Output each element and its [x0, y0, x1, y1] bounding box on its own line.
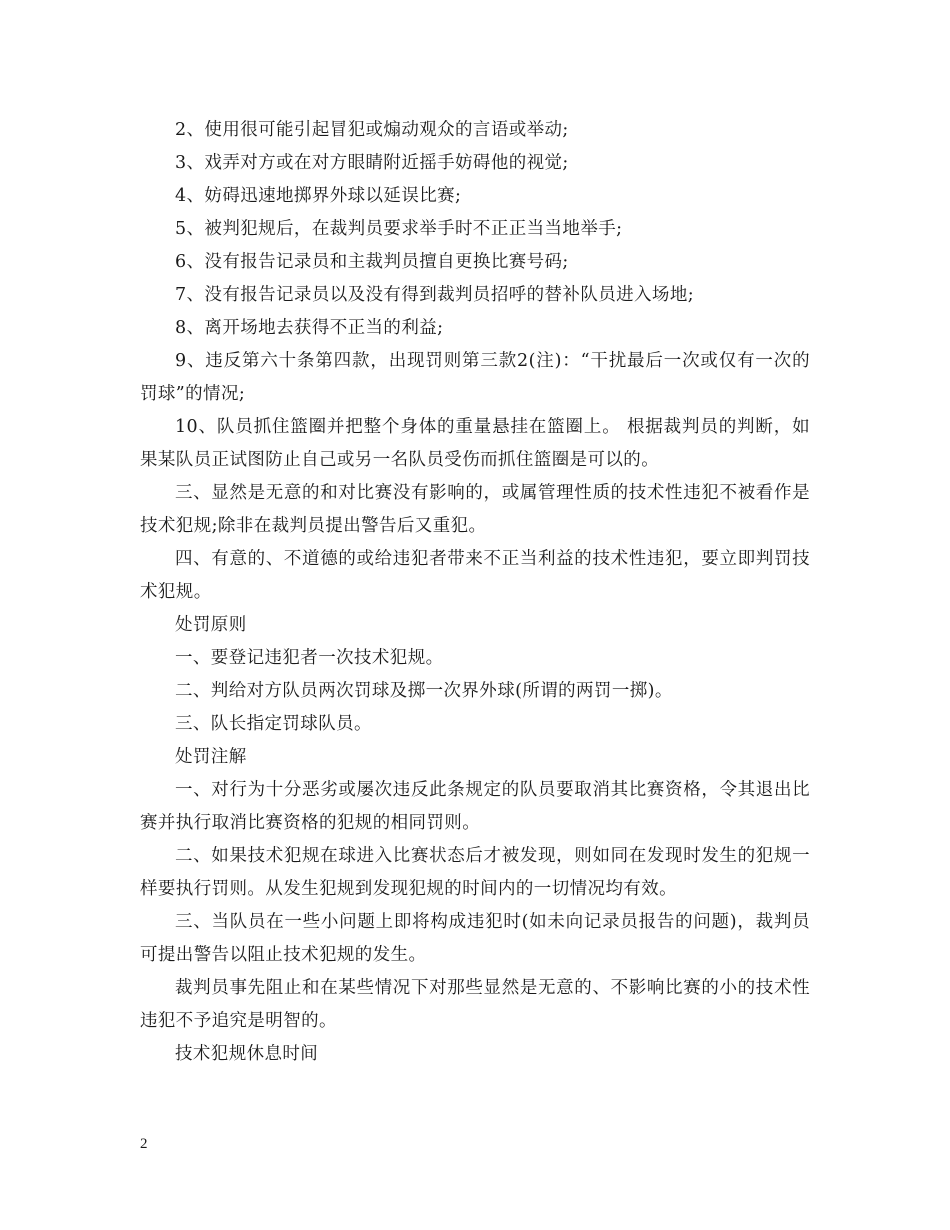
paragraph: 四、有意的、不道德的或给违犯者带来不正当利益的技术性违犯，要立即判罚技术犯规。: [140, 549, 810, 602]
section-heading: 处罚原则: [175, 615, 247, 635]
paragraph: 一、要登记违犯者一次技术犯规。: [175, 648, 444, 668]
paragraph: 三、队长指定罚球队员。: [175, 714, 372, 734]
section-heading: 技术犯规休息时间: [175, 1044, 319, 1064]
paragraph: 二、如果技术犯规在球进入比赛状态后才被发现，则如同在发现时发生的犯规一样要执行罚则。从发生犯规到发现犯规的时间内的一切情况均有效。: [140, 846, 810, 899]
page-number: 2: [140, 1136, 148, 1152]
document-body: [140, 114, 810, 1071]
paragraph: 二、判给对方队员两次罚球及掷一次界外球(所谓的两罚一掷)。: [175, 681, 673, 701]
paragraph: 2、使用很可能引起冒犯或煽动观众的言语或举动;: [175, 120, 569, 140]
paragraph: 4、妨碍迅速地掷界外球以延误比赛;: [175, 186, 462, 206]
paragraph: 10、队员抓住篮圈并把整个身体的重量悬挂在篮圈上。 根据裁判员的判断，如果某队员正试图防止自己或另一名队员受伤而抓住篮圈是可以的。: [140, 417, 810, 470]
paragraph: 裁判员事先阻止和在某些情况下对那些显然是无意的、不影响比赛的小的技术性违犯不予追究是明智的。: [140, 978, 810, 1031]
paragraph: 5、被判犯规后，在裁判员要求举手时不正正当当地举手;: [175, 219, 623, 239]
paragraph: 8、离开场地去获得不正当的利益;: [175, 318, 444, 338]
paragraph: 一、对行为十分恶劣或屡次违反此条规定的队员要取消其比赛资格，令其退出比赛并执行取消比赛资格的犯规的相同罚则。: [140, 780, 810, 833]
paragraph: 6、没有报告记录员和主裁判员擅自更换比赛号码;: [175, 252, 569, 272]
paragraph: 三、当队员在一些小问题上即将构成违犯时(如未向记录员报告的问题)，裁判员可提出警告以阻止技术犯规的发生。: [140, 912, 810, 965]
paragraph: 7、没有报告记录员以及没有得到裁判员招呼的替补队员进入场地;: [175, 285, 695, 305]
paragraph: 三、显然是无意的和对比赛没有影响的，或属管理性质的技术性违犯不被看作是技术犯规;除非在裁判员提出警告后又重犯。: [140, 483, 810, 536]
paragraph: 3、戏弄对方或在对方眼睛附近摇手妨碍他的视觉;: [175, 153, 569, 173]
section-heading: 处罚注解: [175, 747, 247, 767]
paragraph: 9、违反第六十条第四款，出现罚则第三款2(注)：“干扰最后一次或仅有一次的罚球”的情况;: [140, 351, 810, 404]
